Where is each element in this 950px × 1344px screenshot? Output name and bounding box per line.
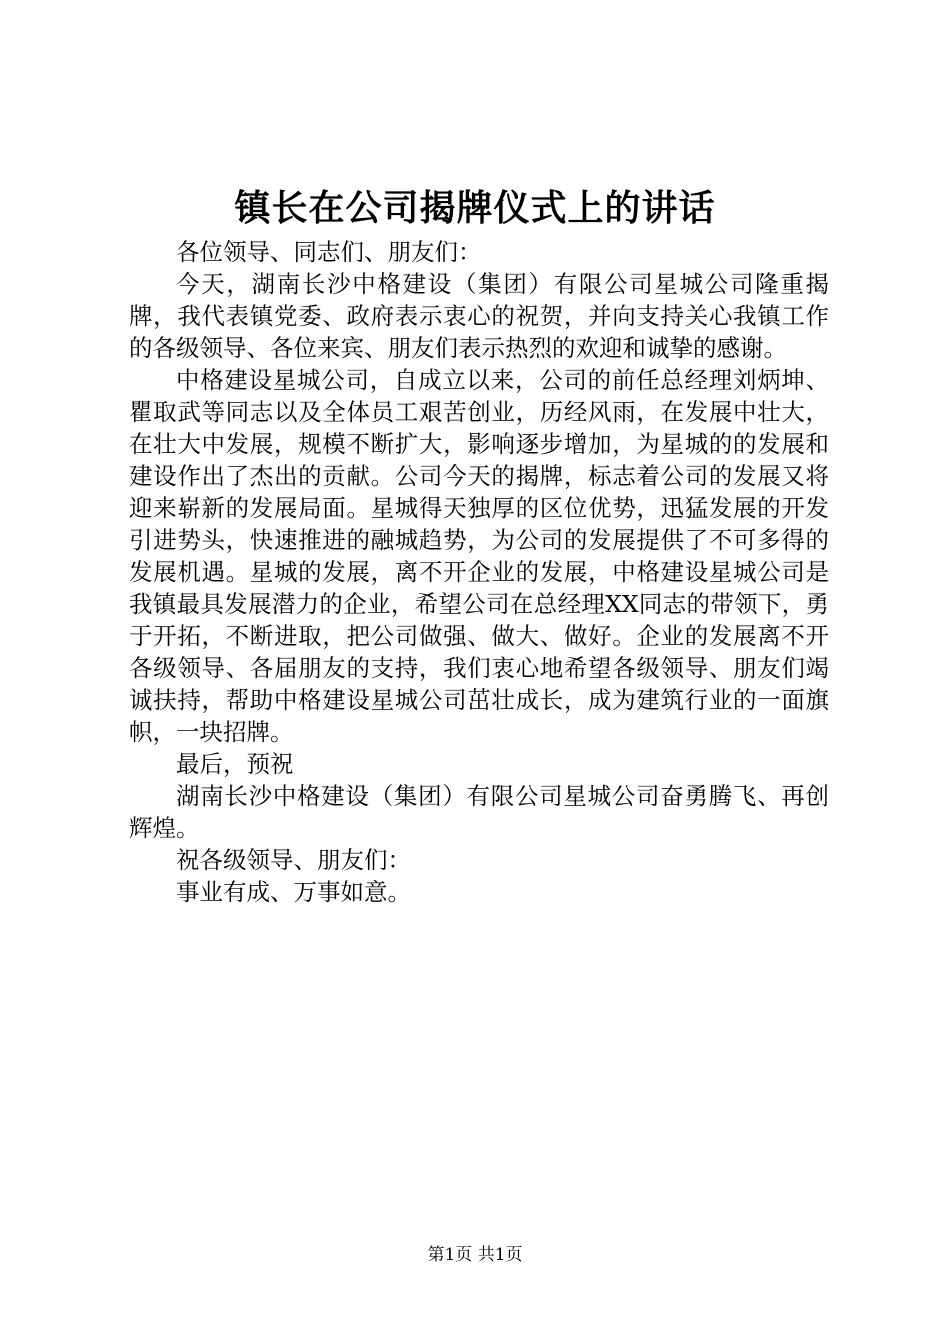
wish-paragraph: 湖南长沙中格建设（集团）有限公司星城公司奋勇腾飞、再创辉煌。 bbox=[129, 782, 829, 842]
main-paragraph: 中格建设星城公司，自成立以来，公司的前任总经理刘炳坤、瞿取武等同志以及全体员工艰苦创业，历经风雨，在发展中壮大，在壮大中发展，规模不断扩大，影响逐步增加，为星城的的发展和建设作出了杰出的贡献。公司今天的揭牌，标志着公司的发展又将迎来崭新的发展局面。星城得天独厚的区位优势，迅猛发展的开发引进势头，快速推进的融城趋势，为公司的发展提供了不可多得的发展机遇。星城的发展，离不开企业的发展，中格建设星城公司是我镇最具发展潜力的企业，希望公司在总经理XX同志的带领下，勇于开拓，不断进取，把公司做强、做大、做好。企业的发展离不开各级领导、各届朋友的支持，我们衷心地希望各级领导、朋友们竭诚扶持，帮助中格建设星城公司茁壮成长，成为建筑行业的一面旗帜，一块招牌。 bbox=[129, 366, 829, 746]
document-body bbox=[129, 236, 829, 908]
closing-line: 最后，预祝 bbox=[176, 750, 294, 778]
opening-paragraph: 今天，湖南长沙中格建设（集团）有限公司星城公司隆重揭牌，我代表镇党委、政府表示衷心的祝贺，并向支持关心我镇工作的各级领导、各位来宾、朋友们表示热烈的欢迎和诚挚的感谢。 bbox=[129, 270, 829, 362]
final-wish-line: 事业有成、万事如意。 bbox=[176, 878, 411, 906]
blessing-line: 祝各级领导、朋友们： bbox=[176, 846, 411, 874]
salutation-paragraph: 各位领导、同志们、朋友们： bbox=[176, 238, 482, 266]
document-title: 镇长在公司揭牌仪式上的讲话 bbox=[234, 187, 716, 229]
page-footer: 第1页 共1页 bbox=[427, 1245, 523, 1265]
